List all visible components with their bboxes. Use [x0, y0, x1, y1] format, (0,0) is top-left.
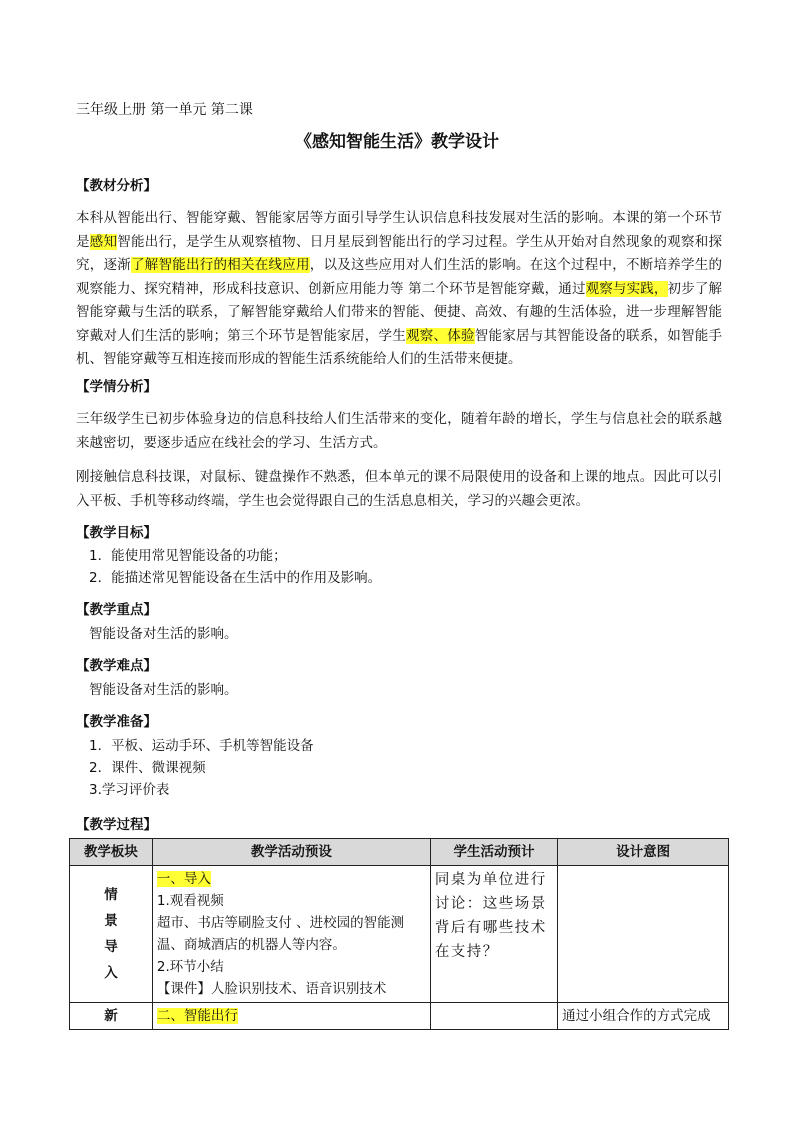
heading-teaching-goals: 【教学目标】: [76, 525, 157, 541]
heading-difficulty: 【教学难点】: [76, 658, 157, 674]
heading-material-analysis: 【教材分析】: [76, 178, 157, 194]
material-analysis-paragraph: [76, 207, 722, 372]
activity-cell: [152, 866, 430, 1003]
table-header-cell: 教学板块: [70, 839, 153, 866]
activity-title: 一、导入: [156, 871, 211, 887]
table-header-cell: 设计意图: [558, 839, 729, 866]
highlighted-text: 观察与实践，: [585, 280, 668, 297]
paragraph-text: ，以及这些应用对人们生活的影响。在这个过程中，不断培养学生的观察能力、探究精神，形成科技意识、创新应用能力等 第二个环节是智能穿戴，通过: [76, 257, 722, 297]
design-intent-cell: [558, 866, 729, 1003]
block-cell: 新: [70, 1003, 153, 1030]
block-char: 景: [104, 913, 118, 929]
prep-item: 1．平板、运动手环、手机等智能设备: [89, 738, 314, 754]
activity-line: 1.观看视频: [156, 893, 224, 909]
paragraph-text: 本科从智能出行、智能穿戴、智能家居等方面引导学生认识信息科技发展对生活的影响。本课的第一个环节是: [76, 210, 722, 250]
difficulty-text: 智能设备对生活的影响。: [89, 682, 238, 698]
design-intent-cell: 通过小组合作的方式完成: [558, 1003, 729, 1030]
activity-title: 二、智能出行: [156, 1008, 238, 1024]
table-row: [70, 866, 729, 1003]
table-row: [70, 1003, 729, 1030]
heading-preparation: 【教学准备】: [76, 714, 157, 730]
student-analysis-paragraph-1: 三年级学生已初步体验身边的信息科技给人们生活带来的变化，随着年龄的增长，学生与信息社会的联系越来越密切，要逐步适应在线社会的学习、生活方式。: [76, 411, 722, 451]
activity-cell: [152, 1003, 430, 1030]
goal-item: 1．能使用常见智能设备的功能；: [89, 548, 287, 564]
highlighted-text: 感知: [89, 233, 118, 250]
highlighted-text: 了解智能出行的相关在线应用: [131, 257, 310, 273]
activity-line: 【课件】人脸识别技术、语音识别技术: [156, 981, 387, 997]
block-char: 导: [104, 939, 118, 955]
highlighted-text: 观察、体验: [406, 327, 475, 344]
paragraph-text: 初步了解智能穿戴与生活的联系，了解智能穿戴给人们带来的智能、便捷、高效、有趣的生活体验，进一步理解智能穿戴对人们生活的影响；第三个环节是智能家居，学生: [76, 280, 723, 344]
table-header-cell: 教学活动预设: [152, 839, 430, 866]
activity-line: 超市、书店等刷脸支付 、进校园的智能测温、商城酒店的机器人等内容。: [156, 915, 405, 953]
heading-student-analysis: 【学情分析】: [76, 379, 157, 395]
activity-line: 2.环节小结: [156, 959, 224, 975]
document-title: 《感知智能生活》教学设计: [295, 132, 499, 152]
prep-item: 2．课件、微课视频: [89, 760, 206, 776]
block-char: 情: [104, 887, 118, 903]
goal-item: 2．能描述常见智能设备在生活中的作用及影响。: [89, 570, 382, 586]
prep-item: 3.学习评价表: [89, 782, 170, 798]
student-analysis-paragraph-2: 刚接触信息科技课，对鼠标、键盘操作不熟悉，但本单元的课不局限使用的设备和上课的地点。因此可以引入平板、手机等移动终端，学生也会觉得跟自己的生活息息相关，学习的兴趣会更浓。: [76, 469, 722, 509]
teaching-process-table: [69, 838, 729, 1030]
heading-teaching-process: 【教学过程】: [76, 817, 157, 833]
block-cell: [70, 866, 153, 1003]
student-activity-cell: [430, 1003, 557, 1030]
table-header-cell: 学生活动预计: [430, 839, 557, 866]
paragraph-text: 智能出行，是学生从观察植物、日月星辰到智能出行的学习过程。学生从开始对自然现象的观察和探究，逐渐: [76, 233, 722, 273]
table-header-row: [70, 839, 729, 866]
heading-key-point: 【教学重点】: [76, 602, 157, 618]
key-point-text: 智能设备对生活的影响。: [89, 626, 238, 642]
block-char: 入: [104, 965, 118, 981]
student-activity-cell: 同桌为单位进行讨论：这些场景背后有哪些技术在支持？: [430, 866, 557, 1003]
grade-line: 三年级上册 第一单元 第二课: [76, 102, 253, 118]
paragraph-text: 智能家居与其智能设备的联系，如智能手机、智能穿戴等互相连接而形成的智能生活系统能给人们的生活带来便捷。: [76, 327, 722, 367]
